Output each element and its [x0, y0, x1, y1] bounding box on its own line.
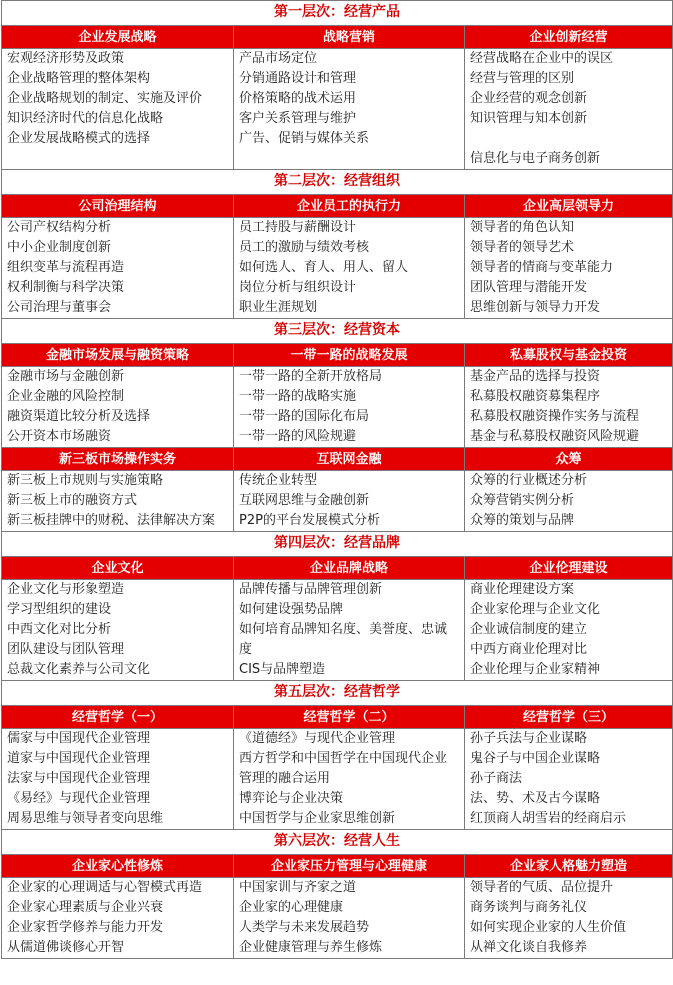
topic-item: 众筹的策划与品牌 [470, 513, 575, 528]
topic-item: 孙子商法 [470, 771, 523, 786]
topic-item: 一带一路的风险规避 [239, 429, 357, 444]
topic-item: 企业伦理与企业家精神 [470, 662, 601, 677]
topic-item: 金融市场与金融创新 [7, 369, 125, 384]
topic-item: 一带一路的全新开放格局 [239, 369, 383, 384]
topic-item: 道家与中国现代企业管理 [7, 751, 151, 766]
course-header-row [2, 26, 673, 49]
topic-list-right [465, 218, 673, 319]
topic-item: 从禅文化谈自我修养 [470, 940, 588, 955]
topic-list-middle [234, 367, 465, 448]
topic-item: 融资渠道比较分析及选择 [7, 409, 151, 424]
course-header-row [2, 448, 673, 471]
topic-item: 私募股权融资募集程序 [470, 389, 601, 404]
course-title-middle: 战略营销 [234, 26, 465, 49]
topic-item: 总裁文化素养与公司文化 [7, 662, 151, 677]
topic-item: 公司治理与董事会 [7, 300, 112, 315]
topic-item: 中小企业制度创新 [7, 240, 112, 255]
topic-item: 企业经营的观念创新 [470, 91, 588, 106]
level-title: 第二层次：经营组织 [2, 170, 673, 195]
topic-list-middle [234, 878, 465, 959]
level-title: 第四层次：经营品牌 [2, 532, 673, 557]
course-title-right: 企业创新经营 [465, 26, 673, 49]
course-topics-row [2, 471, 673, 532]
topic-item: 《道德经》与现代企业管理 [239, 731, 396, 746]
topic-list-right [465, 580, 673, 681]
course-title-left: 公司治理结构 [2, 195, 234, 218]
topic-item: 新三板挂牌中的财税、法律解决方案 [7, 513, 216, 528]
topic-item: 西方哲学和中国哲学在中国现代企业管理的融合运用 [239, 751, 448, 786]
topic-item: 《易经》与现代企业管理 [7, 791, 151, 806]
level-title-row [2, 830, 673, 855]
course-topics-row [2, 580, 673, 681]
topic-item: 中国家训与齐家之道 [239, 880, 357, 895]
topic-item: 领导者的气质、品位提升 [470, 880, 614, 895]
topic-list-right [465, 49, 673, 170]
course-topics-row [2, 218, 673, 319]
topic-item: 红顶商人胡雪岩的经商启示 [470, 811, 627, 826]
course-header-row [2, 344, 673, 367]
topic-item: 博弈论与企业决策 [239, 791, 344, 806]
topic-item: 基金与私募股权融资风险规避 [470, 429, 640, 444]
topic-item: 企业家哲学修养与能力开发 [7, 920, 164, 935]
level-title-row [2, 319, 673, 344]
topic-item: CIS与品牌塑造 [239, 662, 326, 677]
course-title-middle: 一带一路的战略发展 [234, 344, 465, 367]
course-title-left: 企业家心性修炼 [2, 855, 234, 878]
topic-item: 品牌传播与品牌管理创新 [239, 582, 383, 597]
level-title: 第一层次：经营产品 [2, 1, 673, 26]
level-title: 第五层次：经营哲学 [2, 681, 673, 706]
topic-item: 如何实现企业家的人生价值 [470, 920, 627, 935]
course-title-right: 众筹 [465, 448, 673, 471]
topic-item: 思维创新与领导力开发 [470, 300, 601, 315]
level-title-row [2, 1, 673, 26]
topic-item: 互联网思维与金融创新 [239, 493, 370, 508]
topic-item: 公开资本市场融资 [7, 429, 112, 444]
topic-item: 团队建设与团队管理 [7, 642, 125, 657]
topic-item: 如何培育品牌知名度、美誉度、忠诚度 [239, 622, 448, 657]
topic-item: 经营战略在企业中的误区 [470, 51, 614, 66]
topic-list-middle [234, 729, 465, 830]
topic-item: 人类学与未来发展趋势 [239, 920, 370, 935]
course-title-left: 经营哲学（一） [2, 706, 234, 729]
topic-item: 一带一路的国际化布局 [239, 409, 370, 424]
topic-list-left [2, 471, 234, 532]
topic-list-left [2, 367, 234, 448]
course-title-middle: 企业品牌战略 [234, 557, 465, 580]
course-topics-row [2, 878, 673, 959]
topic-item: 职业生涯规划 [239, 300, 318, 315]
topic-item: 广告、促销与媒体关系 [239, 131, 370, 146]
topic-item: 宏观经济形势及政策 [7, 51, 125, 66]
course-header-row [2, 557, 673, 580]
topic-item: 传统企业转型 [239, 473, 318, 488]
topic-item: 组织变革与流程再造 [7, 260, 125, 275]
topic-item: 企业金融的风险控制 [7, 389, 125, 404]
course-topics-row [2, 367, 673, 448]
course-title-right: 私募股权与基金投资 [465, 344, 673, 367]
topic-item: 商业伦理建设方案 [470, 582, 575, 597]
topic-item: 中国哲学与企业家思维创新 [239, 811, 396, 826]
topic-item: 企业诚信制度的建立 [470, 622, 588, 637]
topic-item: 企业家的心理调适与心智模式再造 [7, 880, 203, 895]
topic-item: 知识经济时代的信息化战略 [7, 111, 164, 126]
topic-item: 分销通路设计和管理 [239, 71, 357, 86]
course-title-right: 经营哲学（三） [465, 706, 673, 729]
course-title-middle: 经营哲学（二） [234, 706, 465, 729]
topic-item: P2P的平台发展模式分析 [239, 513, 380, 528]
topic-item: 新三板上市规则与实施策略 [7, 473, 164, 488]
topic-item: 员工持股与薪酬设计 [239, 220, 357, 235]
topic-list-middle [234, 471, 465, 532]
topic-list-left [2, 49, 234, 170]
topic-item: 众筹的行业概述分析 [470, 473, 588, 488]
topic-item: 众筹营销实例分析 [470, 493, 575, 508]
topic-item: 企业文化与形象塑造 [7, 582, 125, 597]
topic-item: 企业家伦理与企业文化 [470, 602, 601, 617]
topic-item: 基金产品的选择与投资 [470, 369, 601, 384]
topic-item: 周易思维与领导者变向思维 [7, 811, 164, 826]
course-topics-row [2, 49, 673, 170]
topic-item: 从儒道佛谈修心开智 [7, 940, 125, 955]
topic-item: 中西方商业伦理对比 [470, 642, 588, 657]
topic-item: 企业家心理素质与企业兴衰 [7, 900, 164, 915]
course-title-middle: 企业员工的执行力 [234, 195, 465, 218]
course-topics-row [2, 729, 673, 830]
topic-item: 权利制衡与科学决策 [7, 280, 125, 295]
topic-item: 学习型组织的建设 [7, 602, 112, 617]
topic-item: 孙子兵法与企业谋略 [470, 731, 588, 746]
topic-item: 中西文化对比分析 [7, 622, 112, 637]
topic-item: 经营与管理的区别 [470, 71, 575, 86]
topic-item: 如何建设强势品牌 [239, 602, 344, 617]
topic-list-left [2, 878, 234, 959]
topic-item: 团队管理与潜能开发 [470, 280, 588, 295]
level-title: 第三层次：经营资本 [2, 319, 673, 344]
course-title-right: 企业伦理建设 [465, 557, 673, 580]
course-header-row [2, 195, 673, 218]
topic-list-middle [234, 580, 465, 681]
level-title-row [2, 681, 673, 706]
curriculum-table-body [2, 1, 673, 959]
course-title-right: 企业家人格魅力塑造 [465, 855, 673, 878]
topic-list-right [465, 878, 673, 959]
course-title-middle: 互联网金融 [234, 448, 465, 471]
topic-item: 领导者的情商与变革能力 [470, 260, 614, 275]
topic-item: 岗位分析与组织设计 [239, 280, 357, 295]
topic-list-middle [234, 49, 465, 170]
topic-item: 产品市场定位 [239, 51, 318, 66]
topic-list-right [465, 729, 673, 830]
level-title: 第六层次：经营人生 [2, 830, 673, 855]
level-title-row [2, 532, 673, 557]
course-header-row [2, 855, 673, 878]
course-title-right: 企业高层领导力 [465, 195, 673, 218]
topic-item: 企业健康管理与养生修炼 [239, 940, 383, 955]
topic-item: 儒家与中国现代企业管理 [7, 731, 151, 746]
topic-item [470, 129, 667, 149]
topic-list-left [2, 580, 234, 681]
topic-item: 法、势、术及古今谋略 [470, 791, 601, 806]
topic-item: 价格策略的战术运用 [239, 91, 357, 106]
level-title-row [2, 170, 673, 195]
topic-list-left [2, 218, 234, 319]
topic-item: 信息化与电子商务创新 [470, 151, 601, 166]
topic-item: 法家与中国现代企业管理 [7, 771, 151, 786]
topic-item: 商务谈判与商务礼仪 [470, 900, 588, 915]
course-title-left: 新三板市场操作实务 [2, 448, 234, 471]
topic-item: 领导者的领导艺术 [470, 240, 575, 255]
topic-item: 企业战略规划的制定、实施及评价 [7, 91, 203, 106]
topic-item: 客户关系管理与维护 [239, 111, 357, 126]
topic-item: 鬼谷子与中国企业谋略 [470, 751, 601, 766]
course-title-left: 企业文化 [2, 557, 234, 580]
topic-item: 公司产权结构分析 [7, 220, 112, 235]
course-title-left: 金融市场发展与融资策略 [2, 344, 234, 367]
course-title-left: 企业发展战略 [2, 26, 234, 49]
topic-list-right [465, 367, 673, 448]
topic-item: 私募股权融资操作实务与流程 [470, 409, 640, 424]
topic-item: 企业发展战略模式的选择 [7, 131, 151, 146]
topic-item: 新三板上市的融资方式 [7, 493, 138, 508]
topic-item: 一带一路的战略实施 [239, 389, 357, 404]
topic-list-right [465, 471, 673, 532]
course-header-row [2, 706, 673, 729]
topic-item: 员工的激励与绩效考核 [239, 240, 370, 255]
topic-item: 企业战略管理的整体架构 [7, 71, 151, 86]
topic-item: 企业家的心理健康 [239, 900, 344, 915]
topic-item: 如何选人、育人、用人、留人 [239, 260, 409, 275]
topic-list-middle [234, 218, 465, 319]
topic-list-left [2, 729, 234, 830]
topic-item: 领导者的角色认知 [470, 220, 575, 235]
topic-item: 知识管理与知本创新 [470, 111, 588, 126]
course-title-middle: 企业家压力管理与心理健康 [234, 855, 465, 878]
curriculum-table [1, 0, 673, 959]
